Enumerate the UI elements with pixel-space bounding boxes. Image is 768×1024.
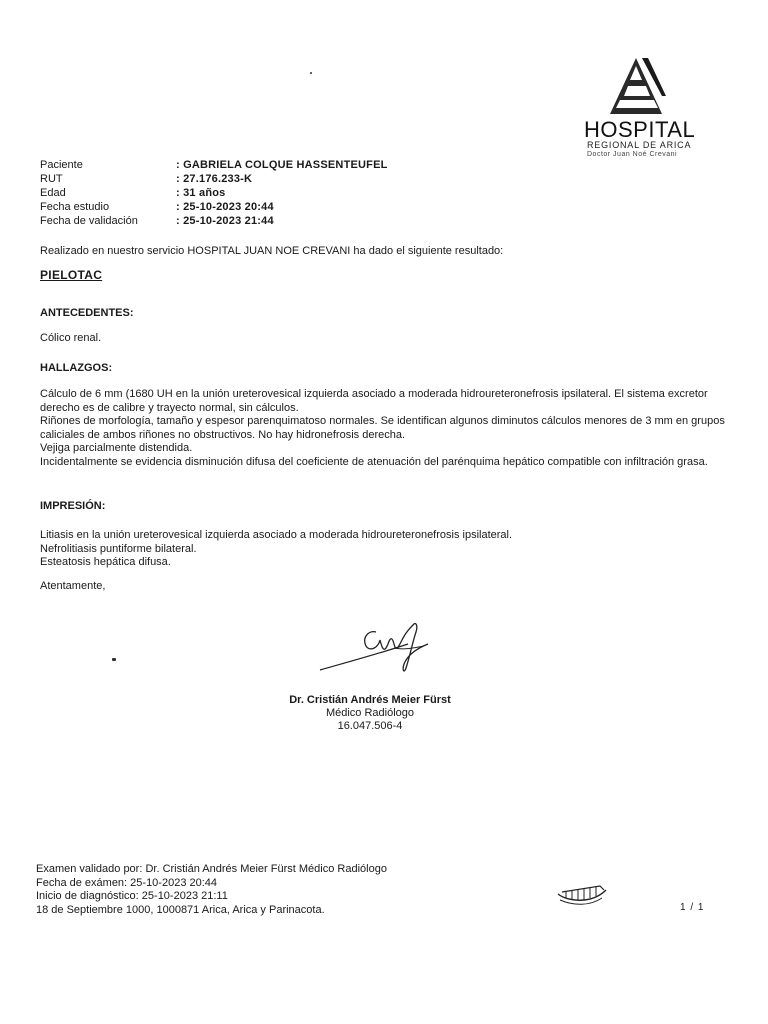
- impresion-line: Litiasis en la unión ureterovesical izquierda asociado a moderada hidroureteronefrosis ipsilateral.: [40, 529, 513, 541]
- footer-line: 18 de Septiembre 1000, 1000871 Arica, Arica y Parinacota.: [36, 903, 325, 916]
- exam-title: PIELOTAC: [40, 268, 103, 282]
- signer-block: [270, 694, 470, 733]
- study-date-value: : 25-10-2023 20:44: [176, 201, 274, 213]
- hallazgos-line: Cálculo de 6 mm (1680 UH en la unión ureterovesical izquierda asociado a moderada hidroureteronefrosis ipsilateral. El sistema excretor derecho es de calibre y trayecto normal, sin cálculos.: [40, 388, 708, 414]
- logo-name: HOSPITAL: [584, 117, 696, 142]
- footer-line: Examen validado por: Dr. Cristián Andrés Meier Fürst Médico Radiólogo: [36, 863, 387, 875]
- validation-date-label: Fecha de validación: [40, 215, 138, 227]
- intro-text: Realizado en nuestro servicio HOSPITAL JUAN NOE CREVANI ha dado el siguiente resultado:: [40, 245, 504, 257]
- closing-text: Atentamente,: [40, 580, 106, 592]
- hospital-logo: [584, 56, 694, 160]
- page-number: 1 / 1: [680, 902, 705, 913]
- antecedentes-heading: ANTECEDENTES:: [40, 307, 134, 319]
- signer-name: Dr. Cristián Andrés Meier Fürst: [289, 694, 451, 706]
- impresion-line: Nefrolitiasis puntiforme bilateral.: [40, 542, 197, 555]
- hallazgos-line: Riñones de morfología, tamaño y espesor parenquimatoso normales. Se identifican algunos diminutos cálculos menores de 3 mm en grupos caliciales de ambos riñones no obstructivos. No hay hidronefrosis derecha.: [40, 415, 725, 441]
- hallazgos-body: [40, 388, 730, 469]
- impresion-heading: IMPRESIÓN:: [40, 500, 106, 512]
- patient-label: Paciente: [40, 159, 83, 171]
- age-label: Edad: [40, 187, 66, 199]
- footer-line: Inicio de diagnóstico: 25-10-2023 21:11: [36, 890, 228, 902]
- signer-id: 16.047.506-4: [337, 720, 403, 732]
- rut-label: RUT: [40, 173, 63, 185]
- footer-line: Fecha de exámen: 25-10-2023 20:44: [36, 876, 218, 889]
- study-date-label: Fecha estudio: [40, 201, 110, 213]
- boat-stamp-icon: [556, 880, 608, 908]
- scan-speck: [310, 72, 312, 74]
- validation-date-value: : 25-10-2023 21:44: [176, 215, 274, 227]
- footer: [36, 863, 387, 917]
- antecedentes-text: Cólico renal.: [40, 332, 102, 344]
- hallazgos-line: Incidentalmente se evidencia disminución difusa del coeficiente de atenuación del parénquima hepático compatible con infiltración grasa.: [40, 455, 708, 468]
- hallazgos-heading: HALLAZGOS:: [40, 362, 113, 374]
- rut-value: : 27.176.233-K: [176, 173, 253, 185]
- scan-speck: [112, 658, 116, 661]
- triangle-mountain-logo-icon: [606, 56, 670, 120]
- impresion-body: [40, 529, 730, 570]
- patient-value: : GABRIELA COLQUE HASSENTEUFEL: [176, 159, 388, 171]
- age-value: : 31 años: [176, 187, 226, 199]
- signer-title: Médico Radiólogo: [325, 707, 415, 719]
- hallazgos-line: Vejiga parcialmente distendida.: [40, 442, 193, 454]
- signature-image: [318, 618, 436, 680]
- logo-subtitle: REGIONAL DE ARICA: [587, 140, 692, 150]
- logo-tagline: Doctor Juan Noé Crevani: [587, 151, 678, 158]
- impresion-line: Esteatosis hepática difusa.: [40, 556, 171, 568]
